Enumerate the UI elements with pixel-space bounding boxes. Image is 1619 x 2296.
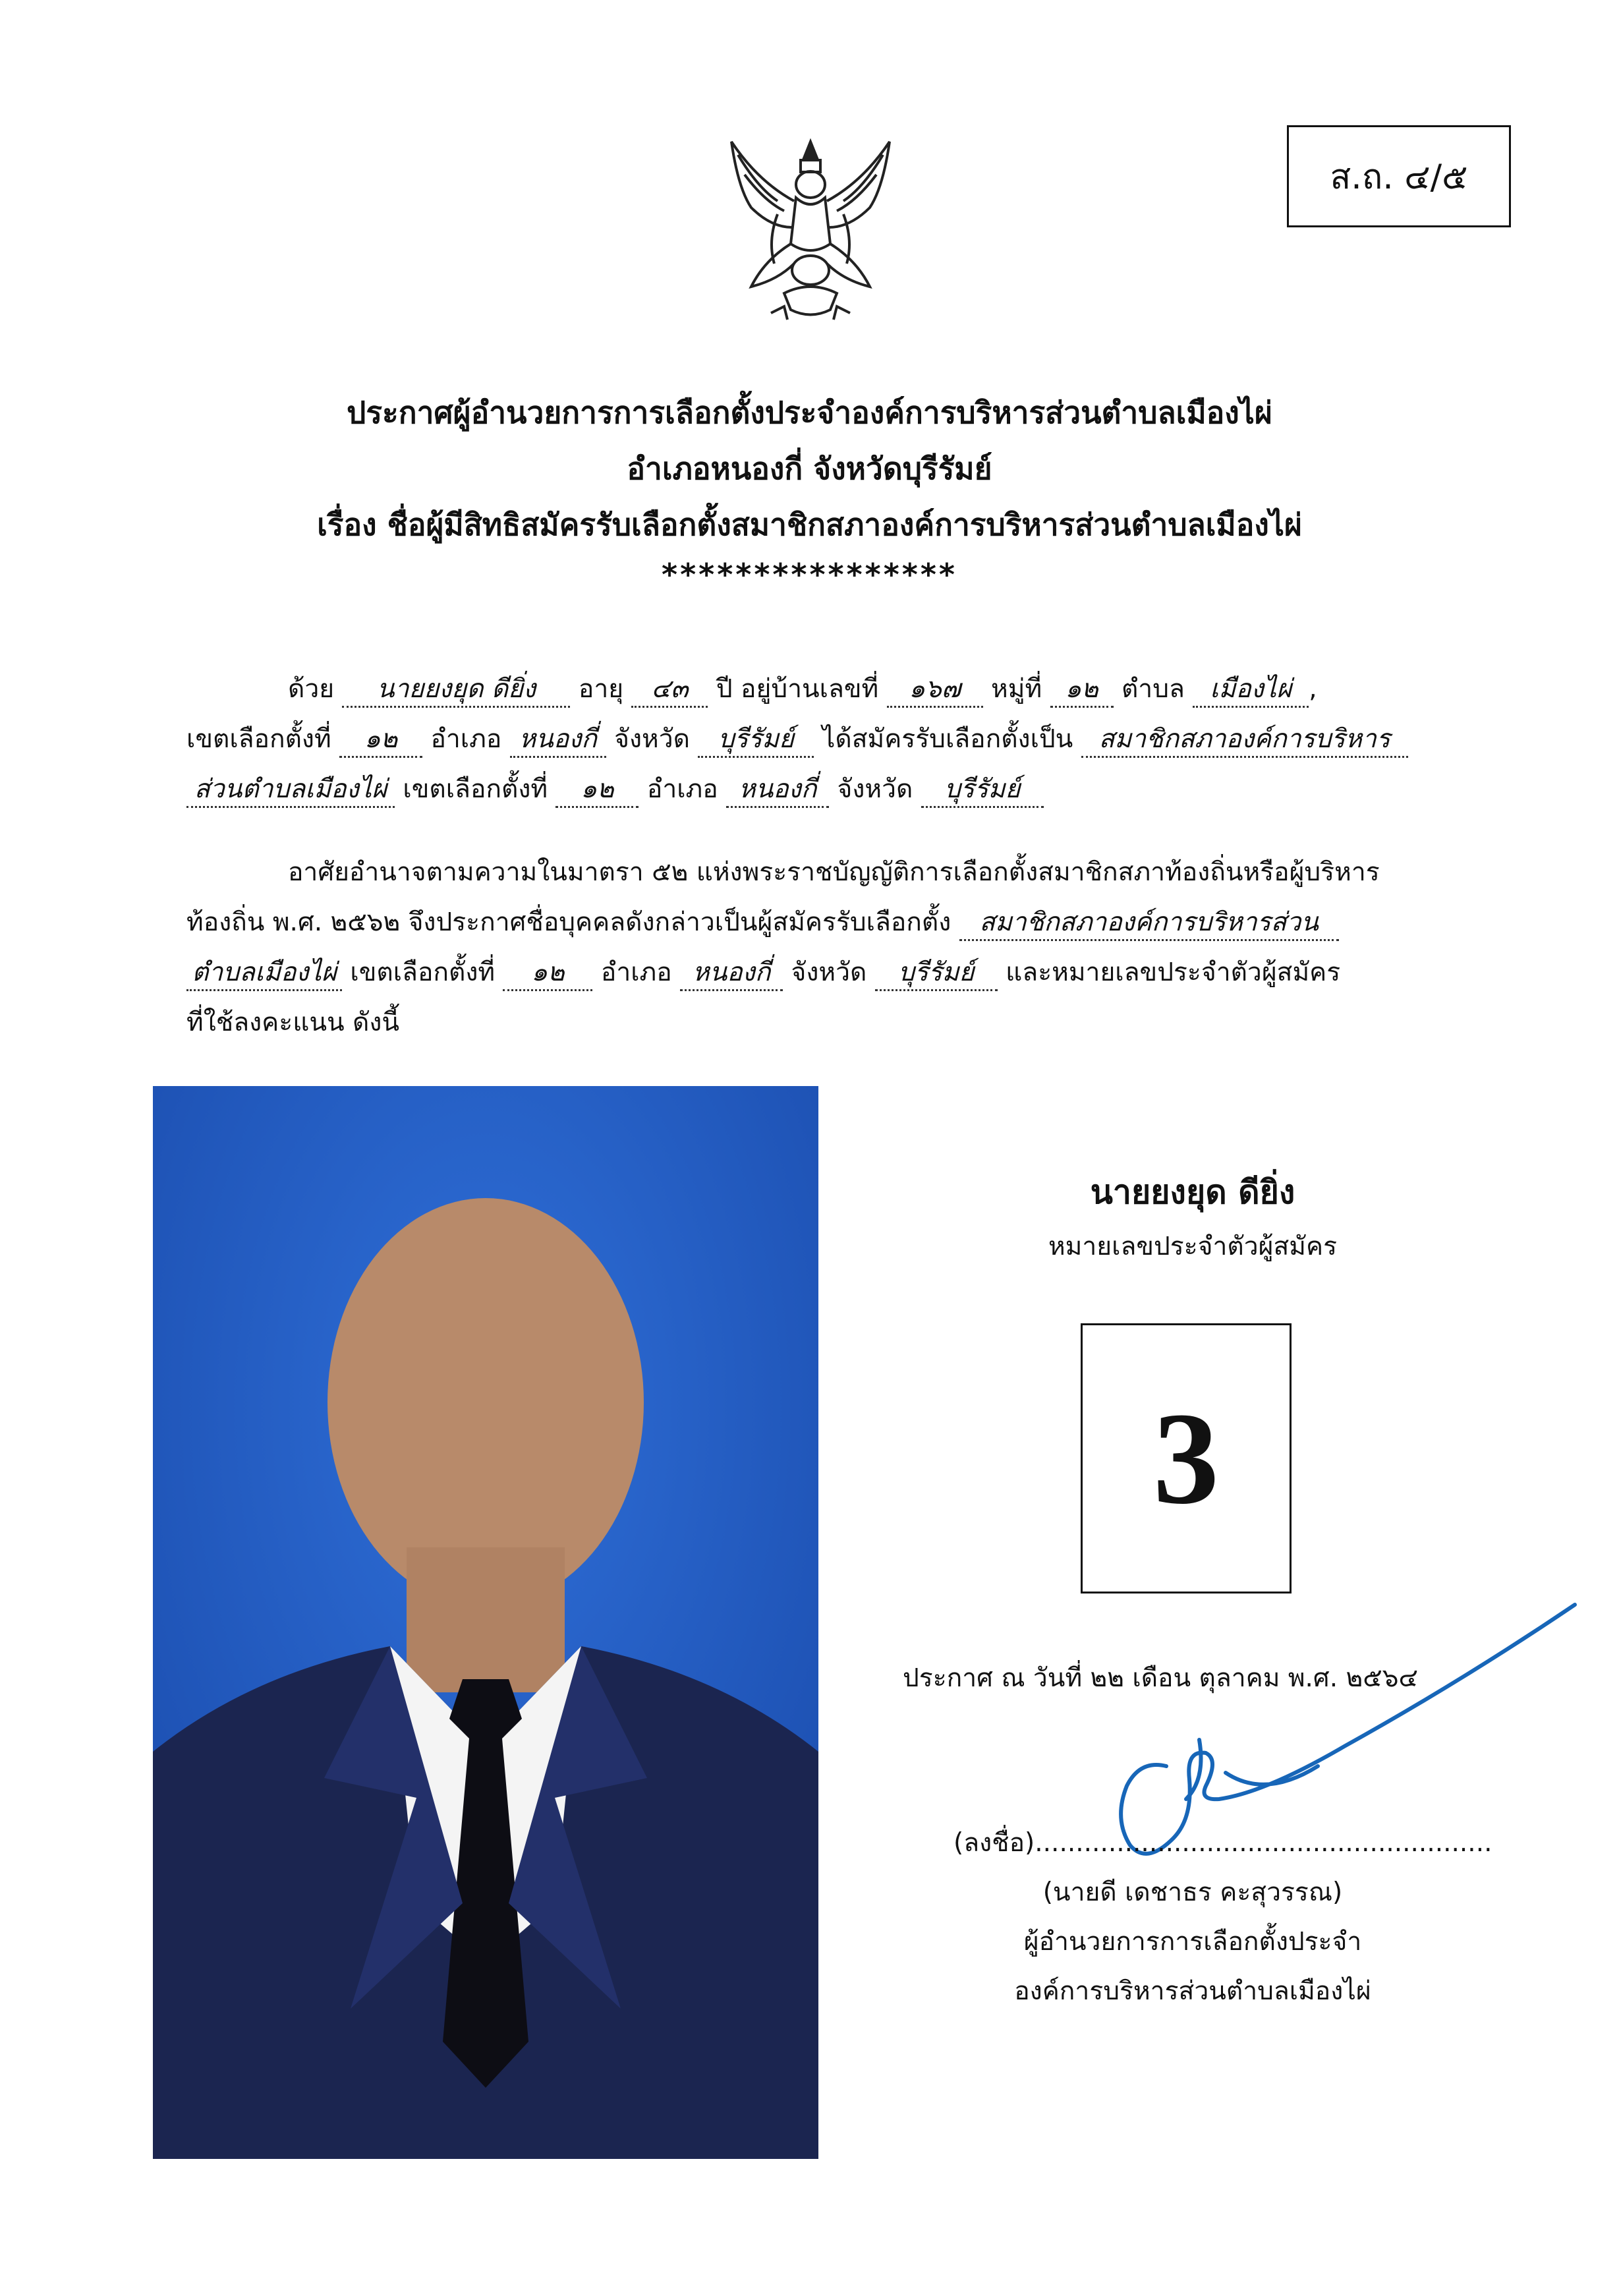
text-province-2: จังหวัด [837, 774, 913, 804]
position-field-2: ส่วนตำบลเมืองไผ่ [186, 774, 395, 808]
para2-line2 [186, 907, 1339, 941]
para2-text-district-no: เขตเลือกตั้งที่ [350, 958, 496, 987]
text-applied: ได้สมัครรับเลือกตั้งเป็น [822, 724, 1073, 754]
para2-text-amphoe: อำเภอ [600, 958, 672, 987]
para1-line3 [186, 774, 1044, 808]
candidate-photo-illustration [153, 1086, 818, 2159]
tambon-field: เมืองไผ่ [1193, 674, 1309, 708]
garuda-emblem-icon [712, 129, 909, 333]
signature-line: (ลงชื่อ)........................................................ [953, 1828, 1492, 1858]
province-field: บุรีรัมย์ [698, 724, 814, 758]
amphoe-field-2: หนองกี่ [726, 774, 829, 808]
position-field-1: สมาชิกสภาองค์การบริหาร [1081, 724, 1408, 758]
district-number-field: ๑๒ [339, 724, 422, 758]
text-district-no: เขตเลือกตั้งที่ [186, 724, 331, 754]
province-field-2: บุรีรัมย์ [921, 774, 1044, 808]
house-number-field: ๑๖๗ [887, 674, 983, 708]
text-comma: , [1309, 674, 1317, 704]
para2-province-field: บุรีรัมย์ [875, 957, 998, 991]
moo-field: ๑๒ [1050, 674, 1114, 708]
para1-line2 [186, 724, 1408, 758]
text-amphoe: อำเภอ [430, 724, 502, 754]
para2-amphoe-field: หนองกี่ [680, 957, 783, 991]
candidate-name: นายยงยุด ดียิ่ง [1090, 1173, 1295, 1211]
form-code: ส.ถ. ๔/๕ [1330, 158, 1468, 197]
para2-line3 [186, 957, 1340, 991]
para2-line1: อาศัยอำนาจตามความในมาตรา ๕๒ แห่งพระราชบัญญัติการเลือกตั้งสมาชิกสภาท้องถิ่นหรือผู้บริหาร [288, 857, 1380, 887]
form-code-box [1287, 125, 1511, 227]
text-amphoe-2: อำเภอ [646, 774, 718, 804]
header-stars: **************** [662, 557, 957, 592]
candidate-photo [153, 1086, 818, 2159]
district-number-field-2: ๑๒ [555, 774, 639, 808]
candidate-number-caption: หมายเลขประจำตัวผู้สมัคร [1048, 1232, 1338, 1261]
text-district-no-2: เขตเลือกตั้งที่ [403, 774, 548, 804]
para2-text-tail: และหมายเลขประจำตัวผู้สมัคร [1006, 958, 1341, 987]
para2-line4: ที่ใช้ลงคะแนน ดังนี้ [186, 1008, 400, 1037]
para2-position-field-1: สมาชิกสภาองค์การบริหารส่วน [959, 907, 1339, 941]
announcement-location: อำเภอหนองกี่ จังหวัดบุรีรัมย์ [627, 451, 992, 486]
amphoe-field: หนองกี่ [510, 724, 606, 758]
text-by: ด้วย [288, 674, 335, 704]
age-field: ๔๓ [631, 674, 708, 708]
text-tambon: ตำบล [1121, 674, 1185, 704]
para2-position-field-2: ตำบลเมืองไผ่ [186, 957, 342, 991]
signer-name: (นายดี เดชาธร คะสุวรรณ) [1042, 1878, 1343, 1907]
applicant-name-field: นายยงยุด ดียิ่ง [342, 674, 570, 708]
para2-text-province: จังหวัด [791, 958, 867, 987]
announcement-date: ประกาศ ณ วันที่ ๒๒ เดือน ตุลาคม พ.ศ. ๒๕๖๔ [903, 1663, 1418, 1693]
announcement-subject: เรื่อง ชื่อผู้มีสิทธิสมัครรับเลือกตั้งสมาชิกสภาองค์การบริหารส่วนตำบลเมืองไผ่ [317, 507, 1302, 542]
text-moo: หมู่ที่ [991, 674, 1042, 704]
para2-district-number-field: ๑๒ [503, 957, 592, 991]
text-years-house: ปี อยู่บ้านเลขที่ [716, 674, 879, 704]
para1-line1 [288, 674, 1317, 708]
para2-line2-text: ท้องถิ่น พ.ศ. ๒๕๖๒ จึงประกาศชื่อบุคคลดังกล่าวเป็นผู้สมัครรับเลือกตั้ง [186, 907, 952, 937]
text-age: อายุ [578, 674, 624, 704]
text-province: จังหวัด [614, 724, 690, 754]
signer-title-2: องค์การบริหารส่วนตำบลเมืองไผ่ [1014, 1976, 1371, 2006]
candidate-number: 3 [1153, 1385, 1219, 1532]
candidate-number-box [1081, 1323, 1292, 1593]
signer-title-1: ผู้อำนวยการการเลือกตั้งประจำ [1023, 1927, 1362, 1957]
announcement-title: ประกาศผู้อำนวยการการเลือกตั้งประจำองค์การบริหารส่วนตำบลเมืองไผ่ [347, 395, 1272, 430]
